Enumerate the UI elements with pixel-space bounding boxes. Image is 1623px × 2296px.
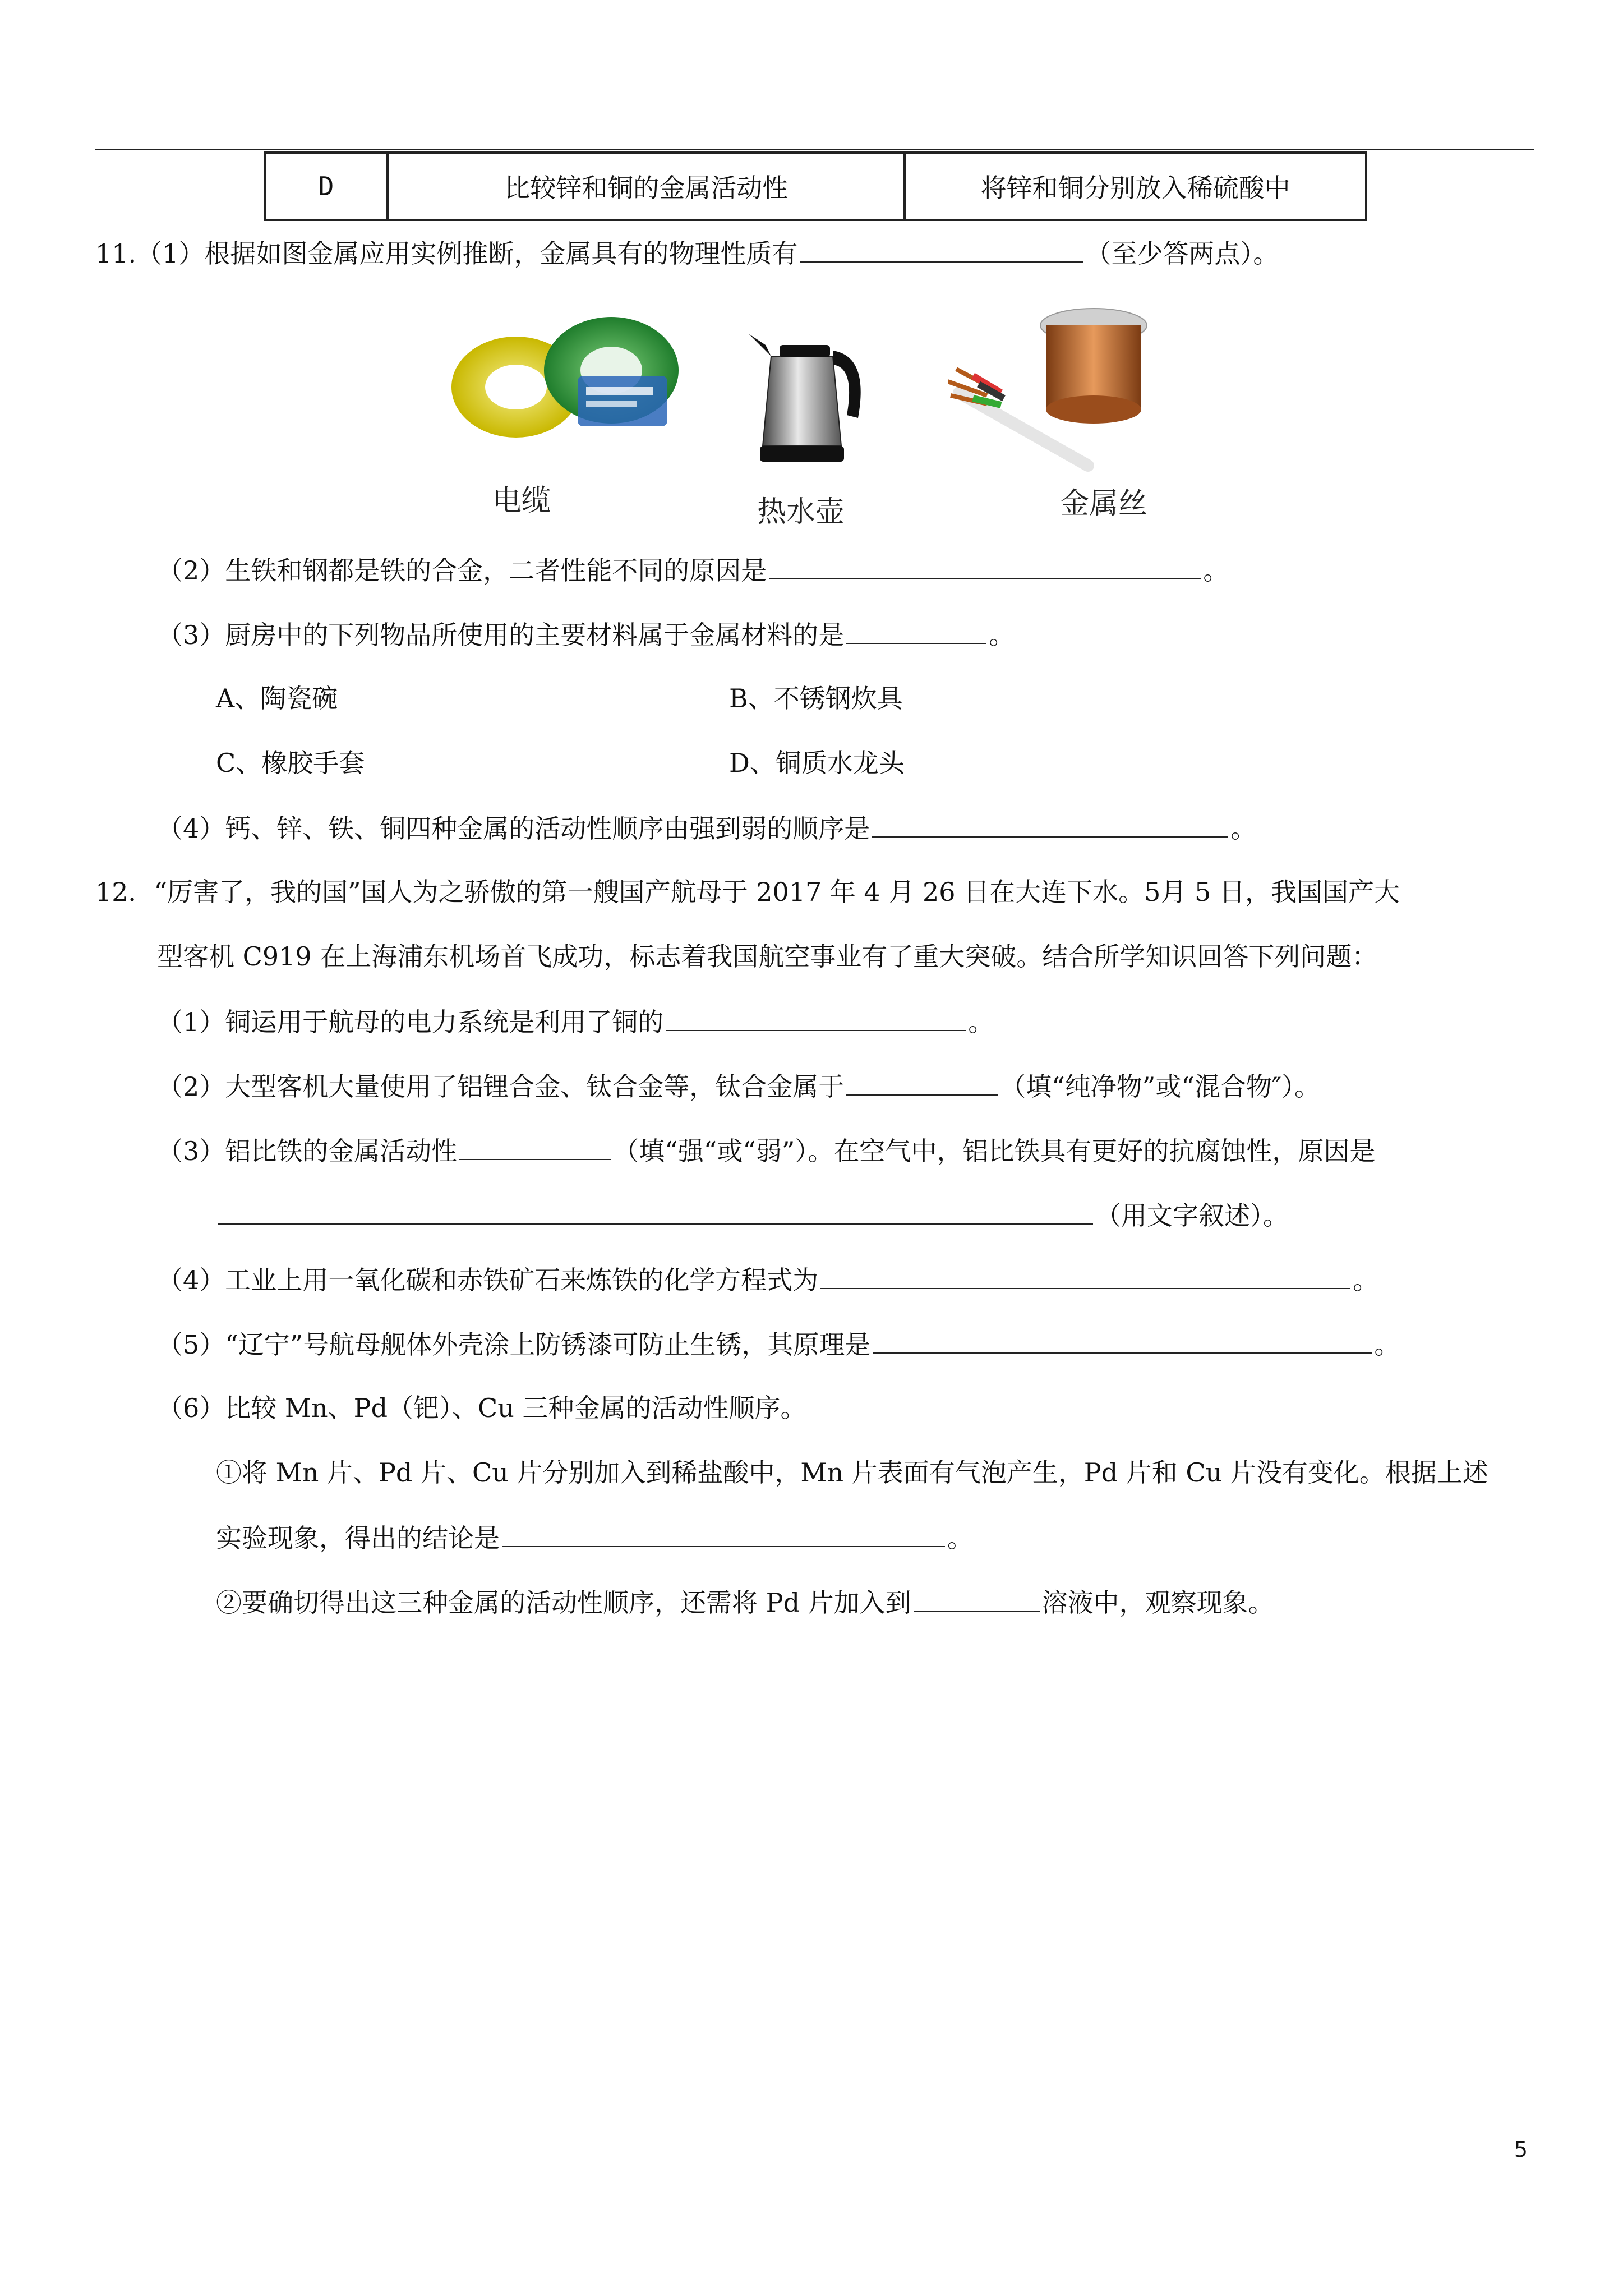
answer-blank[interactable] [800, 236, 1083, 263]
answer-blank[interactable] [872, 811, 1228, 838]
option-d: D、铜质水龙头 [729, 748, 905, 778]
option-c: C、橡胶手套 [216, 748, 365, 778]
caption-cable: 电缆 [492, 484, 551, 518]
page-number: 5 [1514, 2137, 1528, 2162]
q11-part1: 11.（1）根据如图金属应用实例推断，金属具有的物理性质有 （至少答两点）。 [95, 236, 1279, 270]
q12-part1: （1）铜运用于航母的电力系统是利用了铜的 。 [157, 1004, 994, 1039]
header-rule [95, 149, 1534, 150]
q12-part6-1-conclusion: 实验现象，得出的结论是 。 [216, 1520, 973, 1555]
table-cell-option: D [265, 153, 388, 220]
option-b: B、不锈钢炊具 [729, 683, 903, 714]
answer-blank[interactable] [666, 1004, 966, 1031]
q12-part3: （3）铝比铁的金属活动性 （填“强“或“弱”）。在空气中，铝比铁具有更好的抗腐蚀性，原因是 [157, 1133, 1375, 1168]
q12-intro-line2: 型客机 C919 在上海浦东机场首飞成功，标志着我国航空事业有了重大突破。结合所学知识回答下列问题： [157, 941, 1378, 972]
answer-blank[interactable] [502, 1520, 945, 1547]
answer-blank[interactable] [820, 1262, 1350, 1289]
option-a: A、陶瓷碗 [216, 683, 338, 714]
kettle-image [749, 323, 872, 468]
cable-coil-image [449, 309, 690, 449]
q12-part4: （4）工业上用一氧化碳和赤铁矿石来炼铁的化学方程式为 。 [157, 1262, 1378, 1297]
q12-part6-2: ②要确切得出这三种金属的活动性顺序，还需将 Pd 片加入到 溶液中，观察现象。 [216, 1585, 1274, 1619]
table-cell-purpose: 比较锌和铜的金属活动性 [388, 153, 905, 220]
answer-table [264, 151, 1367, 221]
metal-wire-image [948, 303, 1172, 477]
answer-blank[interactable] [873, 1327, 1372, 1354]
caption-wire: 金属丝 [1060, 487, 1148, 521]
q12-intro-line1: 12．“厉害了，我的国”国人为之骄傲的第一艘国产航母于 2017 年 4 月 26 日在大连下水。5月 5 日，我国国产大 [95, 877, 1400, 907]
q12-part5: （5）“辽宁”号航母舰体外壳涂上防锈漆可防止生锈，其原理是 。 [157, 1327, 1400, 1361]
q12-part2: （2）大型客机大量使用了铝锂合金、钛合金等，钛合金属于 （填“纯净物”或“混合物″）。 [157, 1069, 1320, 1103]
answer-blank[interactable] [769, 553, 1201, 579]
q12-part3-line2: （用文字叙述）。 [216, 1198, 1289, 1232]
q11-part2: （2）生铁和钢都是铁的合金，二者性能不同的原因是 。 [157, 553, 1229, 587]
q11-part3: （3）厨房中的下列物品所使用的主要材料属于金属材料的是 。 [157, 617, 1015, 652]
caption-kettle: 热水壶 [757, 495, 845, 529]
q11-part4: （4）钙、锌、铁、铜四种金属的活动性顺序由强到弱的顺序是 。 [157, 811, 1256, 845]
answer-blank[interactable] [846, 1069, 998, 1096]
table-row [265, 153, 1366, 220]
answer-blank[interactable] [459, 1133, 611, 1160]
table-cell-method: 将锌和铜分别放入稀硫酸中 [905, 153, 1366, 220]
answer-blank[interactable] [914, 1585, 1040, 1612]
q12-part6: （6）比较 Mn、Pd（钯）、Cu 三种金属的活动性顺序。 [157, 1393, 806, 1423]
q12-part6-1: ①将 Mn 片、Pd 片、Cu 片分别加入到稀盐酸中，Mn 片表面有气泡产生，Pd 片和 Cu 片没有变化。根据上述 [216, 1457, 1488, 1488]
answer-blank[interactable] [218, 1198, 1093, 1225]
answer-blank[interactable] [846, 617, 986, 644]
